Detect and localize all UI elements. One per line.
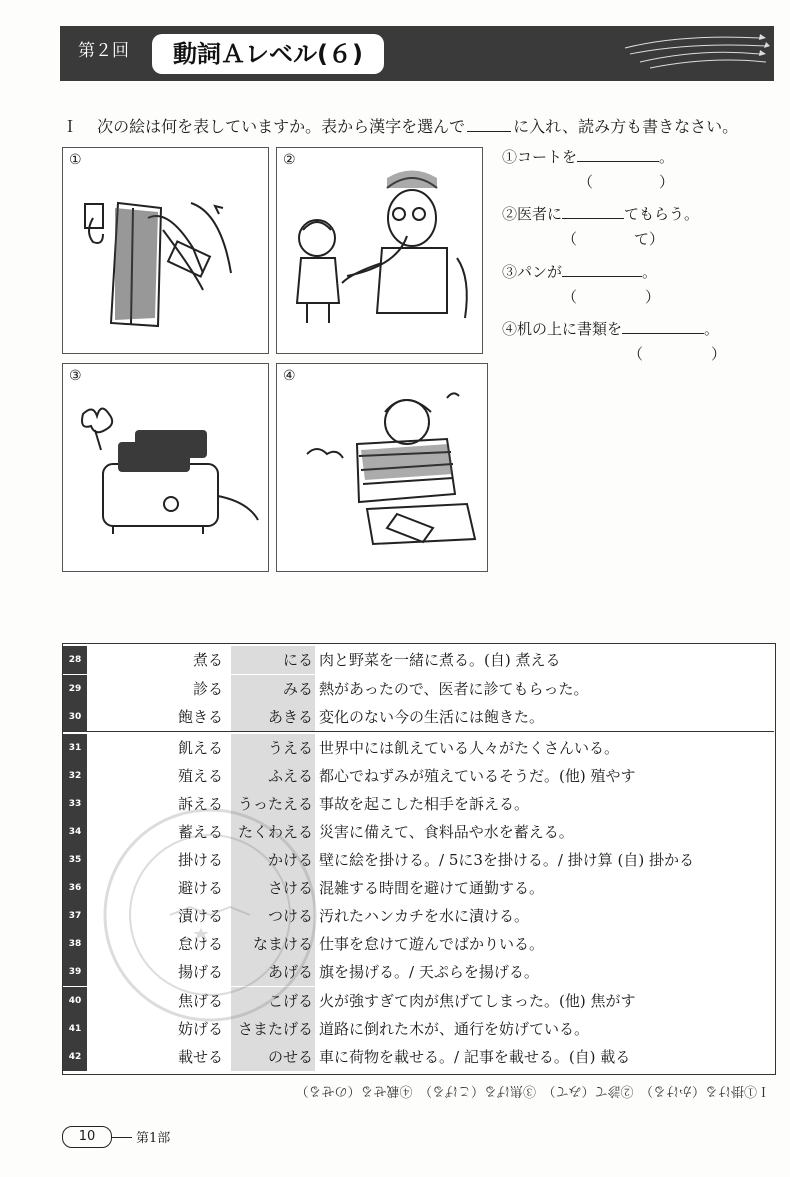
doctor-examining-boy-illustration bbox=[277, 148, 482, 353]
answer-suffix: 。 bbox=[642, 263, 658, 281]
reading: うったえる bbox=[231, 790, 315, 818]
reading: かける bbox=[231, 846, 315, 874]
row-number: 32 bbox=[63, 762, 87, 790]
row-number: 31 bbox=[63, 734, 87, 762]
row-number: 40 bbox=[63, 987, 87, 1015]
kanji: 焦げる bbox=[177, 992, 223, 1010]
page-number: 10 bbox=[62, 1126, 112, 1148]
reading-2 bbox=[562, 228, 664, 249]
example: 火が強すぎて肉が焦げてしまった。(他) 焦がす bbox=[319, 992, 636, 1010]
reading: うえる bbox=[231, 734, 315, 762]
question-number: Ｉ bbox=[62, 117, 79, 136]
panel-3 bbox=[62, 363, 269, 572]
reading: なまける bbox=[231, 930, 315, 958]
reading: さける bbox=[231, 874, 315, 902]
table-row bbox=[63, 703, 775, 731]
question-text-before: 次の絵は何を表していますか。表から漢字を選んで bbox=[97, 117, 466, 136]
panel-number: ② bbox=[283, 152, 296, 168]
answer-3 bbox=[502, 261, 657, 282]
kanji: 掛ける bbox=[177, 851, 223, 869]
panel-2 bbox=[276, 147, 483, 354]
example: 災害に備えて、食料品や水を蓄える。 bbox=[319, 823, 574, 841]
question-text bbox=[62, 114, 738, 137]
reading-open: （ bbox=[562, 288, 578, 306]
row-number: 36 bbox=[63, 874, 87, 902]
row-number: 34 bbox=[63, 818, 87, 846]
reading: みる bbox=[231, 675, 315, 703]
panel-number: ③ bbox=[69, 368, 82, 384]
reading-1 bbox=[578, 171, 674, 192]
answer-4 bbox=[502, 318, 719, 339]
example: 混雑する時間を避けて通勤する。 bbox=[319, 879, 545, 897]
kanji: 漬ける bbox=[177, 907, 223, 925]
answer-2 bbox=[502, 203, 699, 224]
example: 熱があったので、医者に診てもらった。 bbox=[319, 680, 589, 698]
kanji: 避ける bbox=[177, 879, 223, 897]
kanji: 揚げる bbox=[177, 963, 223, 981]
example: 車に荷物を載せる。/ 記事を載せる。(自) 載る bbox=[319, 1048, 631, 1066]
table-divider bbox=[62, 731, 774, 732]
panel-number: ① bbox=[69, 152, 82, 168]
reading: あきる bbox=[231, 703, 315, 731]
answer-1 bbox=[502, 146, 674, 167]
answer-blank bbox=[562, 204, 624, 219]
example: 変化のない今の生活には飽きた。 bbox=[319, 708, 545, 726]
kanji: 訴える bbox=[177, 795, 223, 813]
answer-key: Ｉ①掛ける（かける） ②診て（みて） ③焦げる（こげる） ④載せる（のせる） bbox=[295, 1083, 770, 1098]
kanji: 妨げる bbox=[177, 1020, 223, 1038]
kanji: 飢える bbox=[177, 739, 223, 757]
answer-suffix: 。 bbox=[659, 148, 675, 166]
reading: にる bbox=[231, 646, 315, 674]
reading-open: （ bbox=[628, 345, 644, 363]
example: 都心でねずみが殖えているそうだ。(他) 殖やす bbox=[319, 767, 636, 785]
panel-4 bbox=[276, 363, 488, 572]
answer-prefix: ②医者に bbox=[502, 205, 563, 223]
example: 世界中には飢えている人々がたくさんいる。 bbox=[319, 739, 620, 757]
panel-1 bbox=[62, 147, 269, 354]
row-number: 30 bbox=[63, 703, 87, 731]
panel-number: ④ bbox=[283, 368, 296, 384]
reading: のせる bbox=[231, 1043, 315, 1071]
row-number: 41 bbox=[63, 1015, 87, 1043]
row-number: 42 bbox=[63, 1043, 87, 1071]
toaster-burning-bread-illustration bbox=[63, 364, 268, 571]
row-number: 28 bbox=[63, 646, 87, 674]
reading: たくわえる bbox=[231, 818, 315, 846]
example: 仕事を怠けて遊んでばかりいる。 bbox=[319, 935, 545, 953]
example: 汚れたハンカチを水に漬ける。 bbox=[319, 907, 530, 925]
answer-suffix: 。 bbox=[704, 320, 720, 338]
reading: つける bbox=[231, 902, 315, 930]
kanji: 蓄える bbox=[177, 823, 223, 841]
row-number: 33 bbox=[63, 790, 87, 818]
example: 壁に絵を掛ける。/ 5に3を掛ける。/ 掛け算 (自) 掛かる bbox=[319, 851, 694, 869]
reading-close: ） bbox=[645, 288, 661, 306]
reading: さまたげる bbox=[231, 1015, 315, 1043]
reading: こげる bbox=[231, 987, 315, 1015]
table-row bbox=[63, 1043, 775, 1071]
answer-blank bbox=[577, 147, 659, 162]
row-number: 39 bbox=[63, 958, 87, 986]
reading-open: （ bbox=[562, 230, 578, 248]
reading-3 bbox=[562, 286, 660, 307]
answer-suffix: てもらう。 bbox=[624, 205, 700, 223]
example: 事故を起こした相手を訴える。 bbox=[319, 795, 530, 813]
kanji: 載せる bbox=[177, 1048, 223, 1066]
reading: あげる bbox=[231, 958, 315, 986]
footer-divider bbox=[112, 1137, 132, 1138]
example: 肉と野菜を一緒に煮る。(自) 煮える bbox=[319, 651, 561, 669]
reading-close: ） bbox=[649, 230, 665, 248]
reading-open: （ bbox=[578, 173, 594, 191]
example: 道路に倒れた木が、通行を妨げている。 bbox=[319, 1020, 590, 1038]
kanji: 怠ける bbox=[177, 935, 223, 953]
kanji: 殖える bbox=[177, 767, 223, 785]
row-number: 37 bbox=[63, 902, 87, 930]
kanji: 煮る bbox=[192, 651, 223, 669]
answer-blank bbox=[622, 319, 704, 334]
example: 旗を揚げる。/ 天ぷらを揚げる。 bbox=[319, 963, 539, 981]
page-title: 動詞Ａレベル(６) bbox=[152, 34, 384, 74]
table-row bbox=[63, 675, 775, 703]
answer-prefix: ①コートを bbox=[502, 148, 578, 166]
answer-prefix: ④机の上に書類を bbox=[502, 320, 623, 338]
swoosh-arrows-icon bbox=[620, 28, 770, 76]
lesson-number: 第２回 bbox=[78, 41, 129, 61]
round-stamp-watermark-icon bbox=[95, 800, 325, 1030]
answer-prefix: ③パンが bbox=[502, 263, 563, 281]
table-row bbox=[63, 646, 775, 674]
reading-close: ） bbox=[711, 345, 727, 363]
reading-close: ） bbox=[659, 173, 675, 191]
row-number: 29 bbox=[63, 675, 87, 703]
reading-mid: て bbox=[634, 230, 650, 248]
kanji: 飽きる bbox=[177, 708, 223, 726]
answer-blank bbox=[467, 117, 511, 132]
woman-carrying-documents-illustration bbox=[277, 364, 487, 571]
question-text-after: に入れ、読み方も書きなさい。 bbox=[513, 117, 739, 136]
part-label: 第1部 bbox=[136, 1131, 171, 1146]
kanji: 診る bbox=[192, 680, 223, 698]
answer-blank bbox=[562, 262, 642, 277]
table-row bbox=[63, 734, 775, 762]
reading-4 bbox=[628, 343, 726, 364]
reading: ふえる bbox=[231, 762, 315, 790]
coat-hanging-illustration bbox=[63, 148, 268, 353]
row-number: 35 bbox=[63, 846, 87, 874]
table-row bbox=[63, 762, 775, 790]
row-number: 38 bbox=[63, 930, 87, 958]
